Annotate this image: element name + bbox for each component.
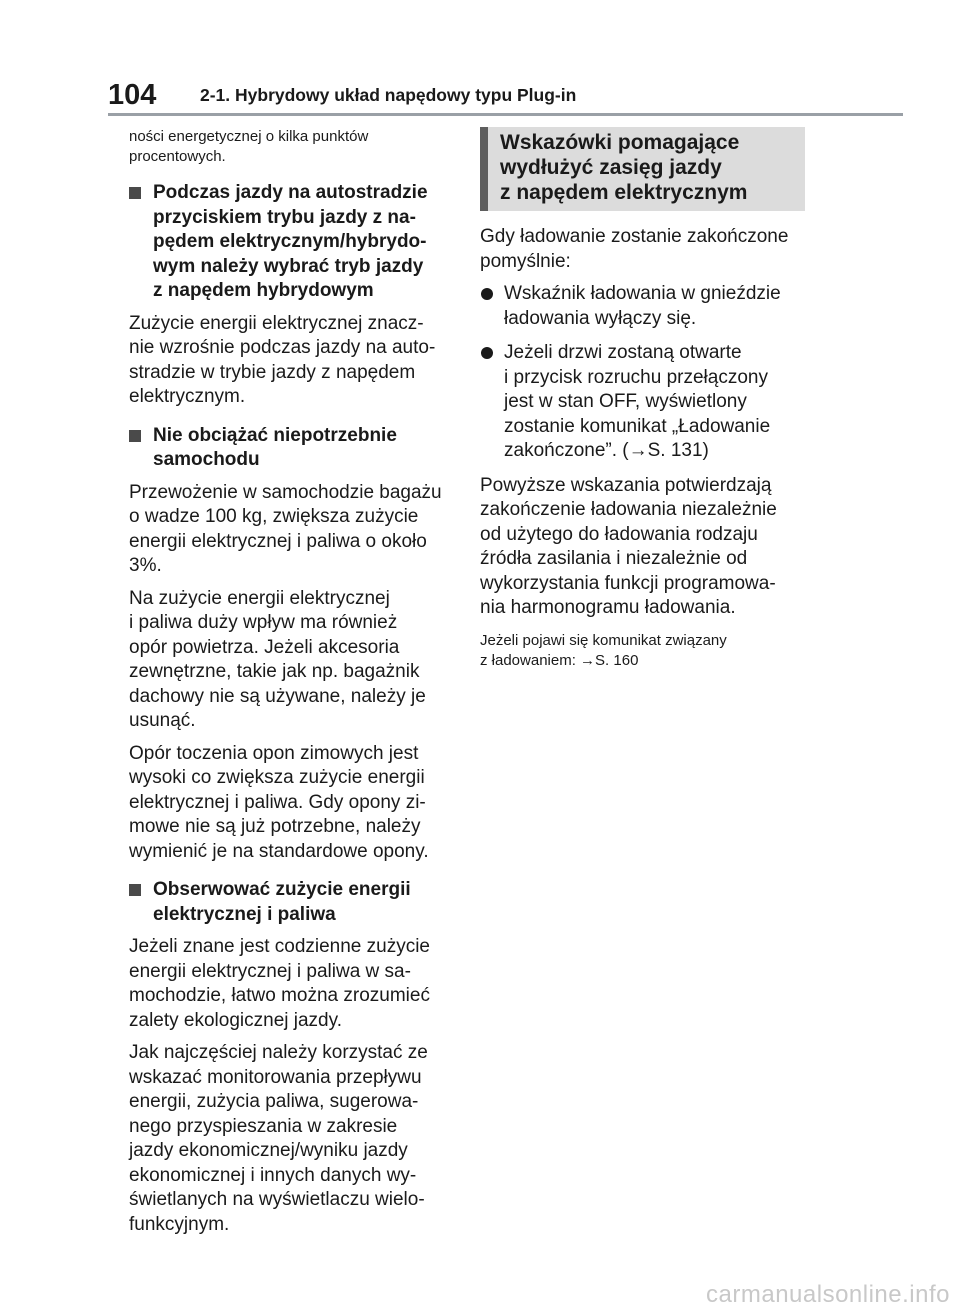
paragraph-luggage: Przewożenie w samochodzie bagażu o wadze 100 kg, zwiększa zużycie energii elektrycznej i paliwa o około 3%. (129, 481, 442, 576)
paragraph-charging-complete: Gdy ładowanie zostanie zakończone pomyślnie: (480, 226, 789, 272)
paragraph-winter-tires: Opór toczenia opon zimowych jest wysoki co zwiększa zużycie energii elektrycznej i paliwa. Gdy opony zi- mowe nie są już potrzebne, należy wymienić je na standardowe opony. (129, 742, 429, 862)
bullet-door-message: Jeżeli drzwi zostaną otwarte i przycisk rozruchu przełączony jest w stan OFF, wyświetlony zostanie komunikat „Ładowanie zakończone”. (→S. 131) (480, 341, 805, 464)
paragraph-highway-energy: Zużycie energii elektrycznej znacz- nie wzrośnie podczas jazdy na auto- stradzie w trybie jazdy z napędem elektrycznym. (129, 312, 436, 407)
note-charging-message: Jeżeli pojawi się komunikat związany z ładowaniem: →S. 160 (480, 631, 727, 669)
page-number: 104 (108, 79, 157, 111)
round-bullet-icon (481, 347, 493, 359)
square-bullet-icon (129, 884, 141, 896)
right-column (480, 127, 805, 671)
page-header (108, 78, 903, 118)
tips-box-heading: Wskazówki pomagające wydłużyć zasięg jazdy z napędem elektrycznym (480, 127, 805, 211)
subheading-highway-mode: Podczas jazdy na autostradzie przyciskiem trybu jazdy z na- pędem elektrycznym/hybrydo- wym należy wybrać tryb jazdy z napędem hybrydowym (129, 181, 449, 304)
section-title: 2-1. Hybrydowy układ napędowy typu Plug-in (200, 85, 577, 105)
subheading-monitor-consumption: Obserwować zużycie energii elektrycznej i paliwa (129, 878, 449, 927)
watermark-text: carmanualsonline.info (706, 1281, 950, 1308)
subheading-vehicle-load: Nie obciążać niepotrzebnie samochodu (129, 424, 449, 473)
square-bullet-icon (129, 430, 141, 442)
round-bullet-icon (481, 288, 493, 300)
paragraph-multi-display: Jak najczęściej należy korzystać ze wskazać monitorowania przepływu energii, zużycia paliwa, sugerowa- nego przyspieszania w zakresie jazdy ekonomicznej/wyniku jazdy ekonomicznej i innych danych wy- świetlanych na wyświetlaczu wielo- funkcyjnym. (129, 1042, 428, 1235)
paragraph-daily-consumption: Jeżeli znane jest codzienne zużycie energii elektrycznej i paliwa w sa- mochodzie, łatwo można zrozumieć zalety ekologicznej jazdy. (129, 936, 431, 1031)
paragraph-air-resistance: Na zużycie energii elektrycznej i paliwa duży wpływ ma również opór powietrza. Jeżeli akcesoria zewnętrzne, takie jak np. bagażnik dachowy nie są używane, należy je usunąć. (129, 587, 426, 731)
intro-paragraph: ności energetycznej o kilka punktów procentowych. (129, 128, 369, 165)
paragraph-confirmation: Powyższe wskazania potwierdzają zakończenie ładowania niezależnie od użytego do ładowania rodzaju źródła zasilania i niezależnie od wykorzystania funkcji programowa- nia harmonogramu ładowania. (480, 474, 777, 618)
left-column (129, 127, 449, 1245)
header-divider (108, 113, 903, 116)
bullet-charge-indicator: Wskaźnik ładowania w gnieździe ładowania wyłączy się. (480, 282, 805, 331)
square-bullet-icon (129, 187, 141, 199)
